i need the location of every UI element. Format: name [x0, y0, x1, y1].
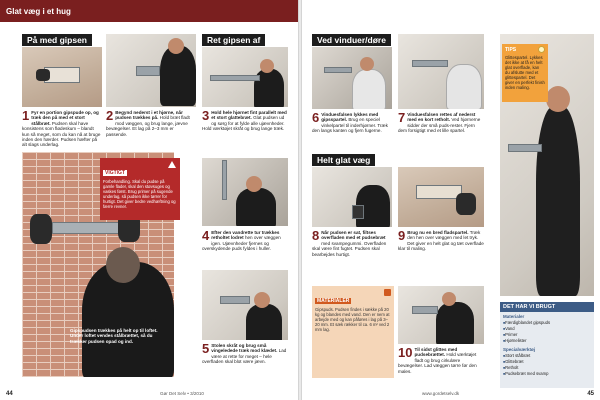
glove-icon	[456, 193, 476, 215]
caption-step-5: 5 Stolen skråt og brug små vingeledede træk mod klædet. Lad være at rette for meget – hele overfladen skal blot være jævn.	[202, 341, 287, 365]
list-item: ■ Primer	[503, 332, 591, 338]
photo-step-7	[398, 34, 484, 109]
photo-step-3	[202, 47, 288, 107]
caption-step-10: 10 Til sidst glittes med pudsebrættet. Hold værktøjet fladt og brug cirkulære bevægelser. Lad væggen tørre før den males.	[398, 345, 477, 374]
steel-board-icon	[52, 222, 122, 234]
materials-heading: MATERIALER	[317, 298, 350, 304]
worker-head-large	[546, 86, 570, 112]
worker-figure	[352, 69, 386, 109]
list-item: ■ Vand	[503, 326, 591, 332]
trowel-icon	[508, 144, 542, 152]
list-item: ■ Stort stålbræt	[503, 353, 591, 359]
photo-step-4	[202, 158, 288, 226]
warning-icon	[168, 161, 176, 168]
photo-step-10	[398, 286, 484, 344]
tip-heading: TIPS	[505, 47, 517, 53]
list-item: ■ Retholt	[503, 365, 591, 371]
caption-step-6: 6 Vinduesfalsen lykkes med gipsspartel. Brug en speciel vinkelpartel til inderhjørner. Træk den langs kanten og fjern fugerne.	[312, 110, 388, 134]
caption-step-4: 4 Efter den vandrette tur trækkes retholtet lodret hen over væggen igen. Ujævnheder fjernes og overskydende puds fyldes i huller.	[202, 228, 281, 252]
left-page	[0, 0, 298, 400]
warning-text: Forbehandling. Skal du pudse på gamle flader, skal den støvsuges og vaskes først. Brug primer på sugende underlag, så pudsen ikke tørrer for hurtigt. Det giver bedre vedhæftning og færre revner.	[103, 179, 176, 209]
light-bulb-icon	[538, 46, 545, 53]
photo-step-6	[312, 47, 392, 109]
float-board-icon	[416, 185, 462, 199]
trowel-icon	[136, 66, 160, 76]
caption-step-9: 9 Brug nu en bred fladspartel. Træk den hen over væggen med let tryk. Det giver en helt glat og tæt overflade klar til maling.	[398, 228, 484, 252]
bucket-icon	[352, 205, 364, 219]
photo-step-8	[312, 167, 392, 227]
worker-head	[254, 292, 270, 308]
caption-step-8: 8 Når pudsen er sat, filtses overfladen med et pudsebræt med svampegummi. Overfladen skal være fint fugtet. Pudsen skal bearbejdes hurtigt.	[312, 228, 387, 257]
worker-figure	[246, 304, 282, 340]
caption-step-2: 2 Begynd nederst i et hjørne, når pudsen trækkes på. Hold bræt fladt mod væggen, og brug lange, jævne bevægelser. Et lag på 2–3 mm er passende.	[106, 108, 190, 137]
section-title: Glat væg i et hug	[6, 7, 71, 16]
section-header-bar	[0, 0, 298, 22]
list-item: ■ Hjørnelister	[503, 338, 591, 344]
page-number-right: 45	[587, 391, 594, 397]
used-subheading-tools: Specialværktøj	[503, 347, 536, 352]
glove-icon	[36, 69, 50, 81]
worker-head	[260, 59, 274, 73]
used-heading: DET HAR VI BRUGT	[500, 302, 594, 312]
straightedge-icon	[210, 75, 260, 81]
materials-box	[312, 286, 394, 378]
heading-on-plaster: På med gipsen	[22, 34, 92, 46]
worker-figure	[160, 46, 196, 106]
list-item: ■ Færdigblandet gipspuds	[503, 320, 591, 326]
used-materials-list	[500, 319, 594, 345]
used-subheading-materials: Materialer	[503, 314, 525, 319]
trowel-icon	[220, 296, 250, 304]
worker-head	[168, 38, 184, 54]
warning-box	[100, 158, 180, 220]
worker-head	[442, 292, 456, 306]
right-page	[302, 0, 600, 400]
used-box	[500, 302, 594, 388]
tip-text: Glittespartel. Lykkes det ikke at få en helt glat overflade, kan du afslutte med et glittespartel. Det giver en perfekt finish inden maling.	[505, 55, 545, 90]
footer-right: www.gordetselv.dk	[422, 391, 460, 396]
heading-smooth-wall: Helt glat væg	[312, 154, 375, 166]
worker-figure	[236, 188, 276, 226]
caption-step-3: 3 Hold hele hjørnet fint parallelt med et stort glattebræt. Glat pudsen ud og sørg for at fylde alle ujævnheder. Hold værktøjet skråt og brug lange træk.	[202, 108, 287, 132]
photo-step-5	[202, 270, 288, 340]
list-item: ■ Pudsebræt med svamp	[503, 371, 591, 377]
corner-trowel-icon	[324, 67, 352, 73]
photo-overlay-caption: Gipspudsen trækkes på helt op til loftet. Under loftet vendes stålbrættet, så du trækker pudsen opad og ind.	[70, 328, 158, 344]
footer-left: Gør Det Selv • 3/2010	[160, 391, 204, 396]
short-straightedge-icon	[412, 60, 448, 67]
tip-box	[502, 44, 548, 102]
worker-head	[246, 176, 262, 192]
worker-head	[360, 57, 374, 71]
materials-text: Gipspuds. Pudsen findes i sække på 20 kg og blandes med vand. Den er nem at arbejde med og kan påføres i lag på 3–20 mm. Et sæk rækker til ca. 6 m² ved 2 mm lag.	[315, 307, 390, 332]
page-number-left: 44	[6, 391, 13, 397]
heading-windows-doors: Ved vinduer/døre	[312, 34, 391, 46]
used-tools-list	[500, 352, 594, 378]
worker-figure-large	[536, 106, 580, 296]
worker-head-large	[106, 247, 140, 283]
worker-figure	[446, 64, 482, 109]
photo-step-9	[398, 167, 484, 227]
straightedge-vertical-icon	[222, 160, 227, 200]
caption-step-1: 1 Fyr en portion gipspude op, og træk den på med et stort stålbræt. Pudsen skal have konsistens som flødeskum – blandt kun så meget, som du kan nå at bruge inden den hærder. Pudsen hæfter på alt slags underlag.	[22, 108, 101, 148]
glove-left-icon	[30, 214, 52, 244]
list-item: ■ Glittebræt	[503, 359, 591, 365]
heading-plaster-off: Ret gipsen af	[202, 34, 265, 46]
worker-figure	[436, 302, 474, 344]
warning-heading: VIGTIGT	[105, 170, 125, 176]
photo-step-1	[22, 47, 102, 107]
float-icon	[412, 306, 438, 314]
bucket-tag-icon	[384, 289, 391, 296]
photo-step-2	[106, 34, 196, 107]
caption-step-7: 7 Vinduesfalsen rettes af nederst med en kort retholt. Ved hjørnerne sidder der små puds-rester. Fjern dem forsigtigt med et lille spartel.	[398, 110, 481, 134]
